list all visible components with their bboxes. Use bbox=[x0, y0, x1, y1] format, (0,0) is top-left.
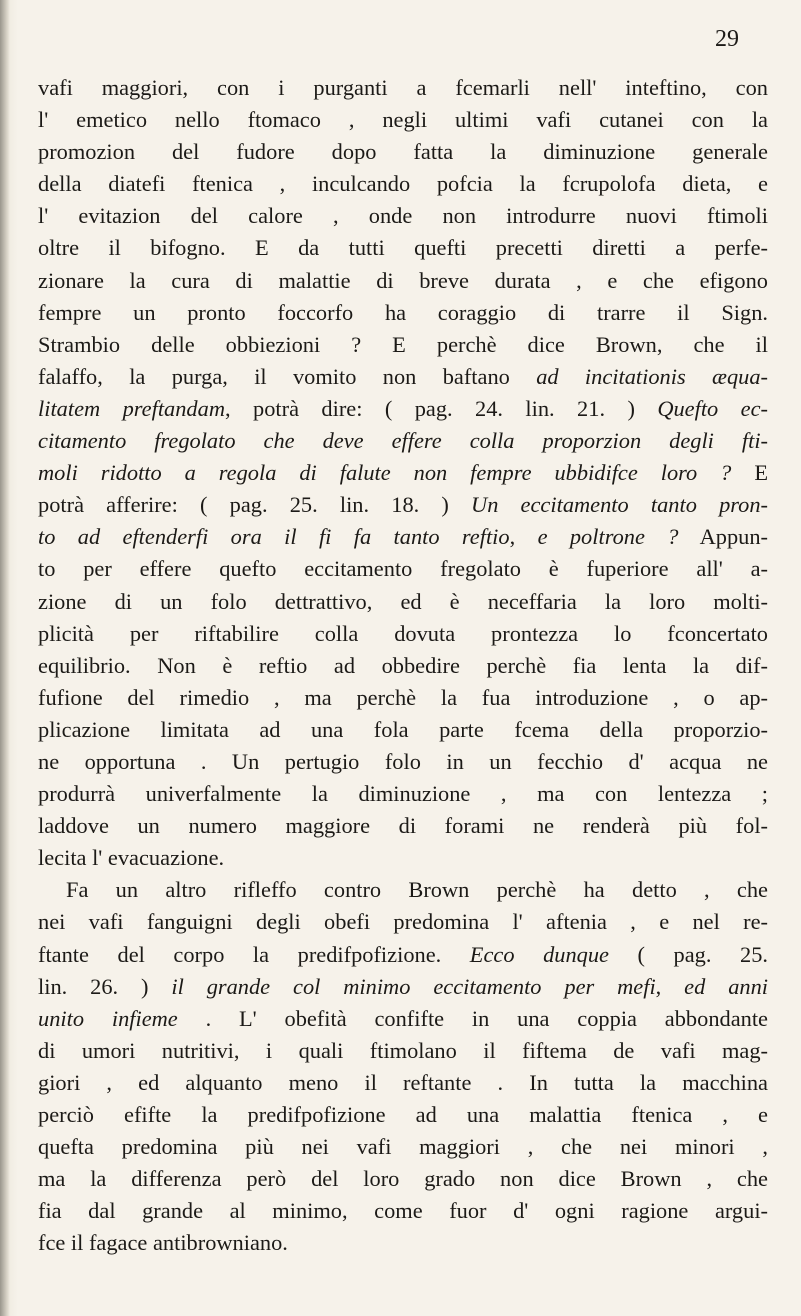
text-segment: quefta predomina più nei vafi maggiori , che nei minori , bbox=[38, 1134, 768, 1160]
text-line bbox=[38, 168, 768, 200]
text-line bbox=[38, 1163, 768, 1195]
text-line bbox=[38, 746, 768, 778]
text-line bbox=[38, 136, 768, 168]
text-line bbox=[38, 618, 768, 650]
text-segment: fufione del rimedio , ma perchè la fua introduzione , o ap- bbox=[38, 684, 768, 710]
text-line bbox=[38, 810, 768, 842]
text-line bbox=[38, 521, 768, 553]
text-segment: fce il fagace antibrowniano. bbox=[38, 1230, 288, 1256]
text-segment: Strambio delle obbiezioni ? E perchè dice Brown, che il bbox=[38, 331, 768, 357]
text-segment: plicità per riftabilire colla dovuta prontezza lo fconcertato bbox=[38, 620, 768, 646]
italic-text-segment: moli ridotto a regola di falute non fempre ubbidifce loro ? bbox=[38, 460, 732, 486]
text-line bbox=[38, 1195, 768, 1227]
text-segment: E bbox=[731, 460, 768, 486]
text-segment: lin. 26. ) bbox=[38, 973, 172, 999]
text-segment: laddove un numero maggiore di forami ne renderà più fol- bbox=[38, 813, 768, 839]
text-segment: falaffo, la purga, il vomito non baftano bbox=[38, 363, 537, 389]
text-segment: plicazione limitata ad una fola parte fcema della proporzio- bbox=[38, 716, 768, 742]
text-segment: , bbox=[509, 524, 538, 550]
italic-text-segment: to ad eftenderfi ora il fi fa tanto reftio bbox=[38, 524, 510, 550]
text-segment: l' emetico nello ftomaco , negli ultimi vafi cutanei con la bbox=[38, 107, 768, 133]
text-segment: giori , ed alquanto meno il reftante . In tutta la macchina bbox=[38, 1069, 768, 1095]
text-line bbox=[38, 553, 768, 585]
body-text bbox=[38, 72, 768, 1259]
italic-text-segment: Ecco dunque bbox=[469, 941, 609, 967]
text-line bbox=[38, 650, 768, 682]
italic-text-segment: Un eccitamento tanto pron- bbox=[471, 492, 768, 518]
text-segment: della diatefi ftenica , inculcando pofcia la fcrupolofa dieta, e bbox=[38, 171, 768, 197]
italic-text-segment: unito infieme bbox=[38, 1005, 178, 1031]
text-segment: ( pag. 25. bbox=[609, 941, 768, 967]
text-line bbox=[38, 778, 768, 810]
text-line bbox=[38, 971, 768, 1003]
text-line bbox=[38, 232, 768, 264]
text-line bbox=[38, 906, 768, 938]
text-segment: , potrà dire: ( pag. 24. lin. 21. ) bbox=[225, 395, 658, 421]
text-line bbox=[38, 200, 768, 232]
text-segment: Fa un altro rifleffo contro Brown perchè ha detto , che bbox=[66, 877, 768, 903]
italic-text-segment: il grande col minimo eccitamento per mefi bbox=[171, 973, 656, 999]
text-line bbox=[38, 329, 768, 361]
text-segment: , bbox=[655, 973, 685, 999]
text-line bbox=[38, 265, 768, 297]
text-segment: l' evitazion del calore , onde non introdurre nuovi ftimoli bbox=[38, 203, 768, 229]
text-segment: ne opportuna . Un pertugio folo in un fecchio d' acqua ne bbox=[38, 748, 768, 774]
text-line bbox=[38, 361, 768, 393]
italic-text-segment: litatem preftandam bbox=[38, 395, 225, 421]
text-segment: perciò efifte la predifpofizione ad una malattia ftenica , e bbox=[38, 1102, 768, 1127]
text-segment: Appun- bbox=[678, 524, 768, 550]
text-line bbox=[38, 104, 768, 136]
italic-text-segment: citamento fregolato che deve effere colla proporzion degli fti- bbox=[38, 428, 768, 454]
text-segment: . L' obefità confifte in una coppia abbondante bbox=[177, 1005, 768, 1031]
text-segment: zione di un folo dettrattivo, ed è neceffaria la loro molti- bbox=[38, 588, 768, 614]
text-line bbox=[38, 1099, 768, 1131]
italic-text-segment: ad incitationis æqua- bbox=[536, 363, 768, 389]
text-segment: produrrà univerfalmente la diminuzione , ma con lentezza ; bbox=[38, 781, 768, 807]
text-line bbox=[38, 842, 768, 874]
italic-text-segment: ed anni bbox=[684, 973, 768, 999]
text-segment: to per effere quefto eccitamento fregolato è fuperiore all' a- bbox=[38, 556, 768, 582]
text-line bbox=[38, 393, 768, 425]
text-line bbox=[38, 682, 768, 714]
text-segment: ma la differenza però del loro grado non dice Brown , che bbox=[38, 1166, 768, 1192]
text-line bbox=[38, 457, 768, 489]
page-number: 29 bbox=[715, 26, 739, 52]
text-line bbox=[38, 297, 768, 329]
text-line bbox=[38, 874, 768, 906]
text-segment: fempre un pronto foccorfo ha coraggio di trarre il Sign. bbox=[38, 299, 768, 325]
page-gutter-shadow bbox=[0, 0, 10, 1316]
text-line bbox=[38, 1035, 768, 1067]
text-line bbox=[38, 1131, 768, 1163]
text-segment: oltre il bifogno. E da tutti quefti precetti diretti a perfe- bbox=[38, 235, 768, 261]
italic-text-segment: e poltrone ? bbox=[537, 524, 679, 550]
text-segment: vafi maggiori, con i purganti a fcemarli nell' inteftino, con bbox=[38, 75, 768, 100]
text-line bbox=[38, 1003, 768, 1035]
text-line bbox=[38, 939, 768, 971]
text-segment: lecita l' evacuazione. bbox=[38, 845, 225, 871]
text-segment: di umori nutritivi, i quali ftimolano il fiftema de vafi mag- bbox=[38, 1037, 768, 1063]
text-line bbox=[38, 714, 768, 746]
text-segment: fia dal grande al minimo, come fuor d' ogni ragione argui- bbox=[38, 1198, 768, 1224]
text-line bbox=[38, 1067, 768, 1099]
text-line bbox=[38, 586, 768, 618]
text-line bbox=[38, 1227, 768, 1259]
text-line bbox=[38, 425, 768, 457]
text-line bbox=[38, 489, 768, 521]
text-segment: zionare la cura di malattie di breve durata , e che efigono bbox=[38, 267, 768, 293]
text-segment: potrà afferire: ( pag. 25. lin. 18. ) bbox=[38, 492, 472, 518]
text-segment: ftante del corpo la predifpofizione. bbox=[38, 941, 470, 967]
text-line bbox=[38, 72, 768, 104]
text-segment: nei vafi fanguigni degli obefi predomina l' aftenia , e nel re- bbox=[38, 909, 768, 935]
text-segment: equilibrio. Non è reftio ad obbedire perchè fia lenta la dif- bbox=[38, 652, 768, 678]
italic-text-segment: Quefto ec- bbox=[657, 395, 768, 421]
text-segment: promozion del fudore dopo fatta la diminuzione generale bbox=[38, 139, 768, 165]
